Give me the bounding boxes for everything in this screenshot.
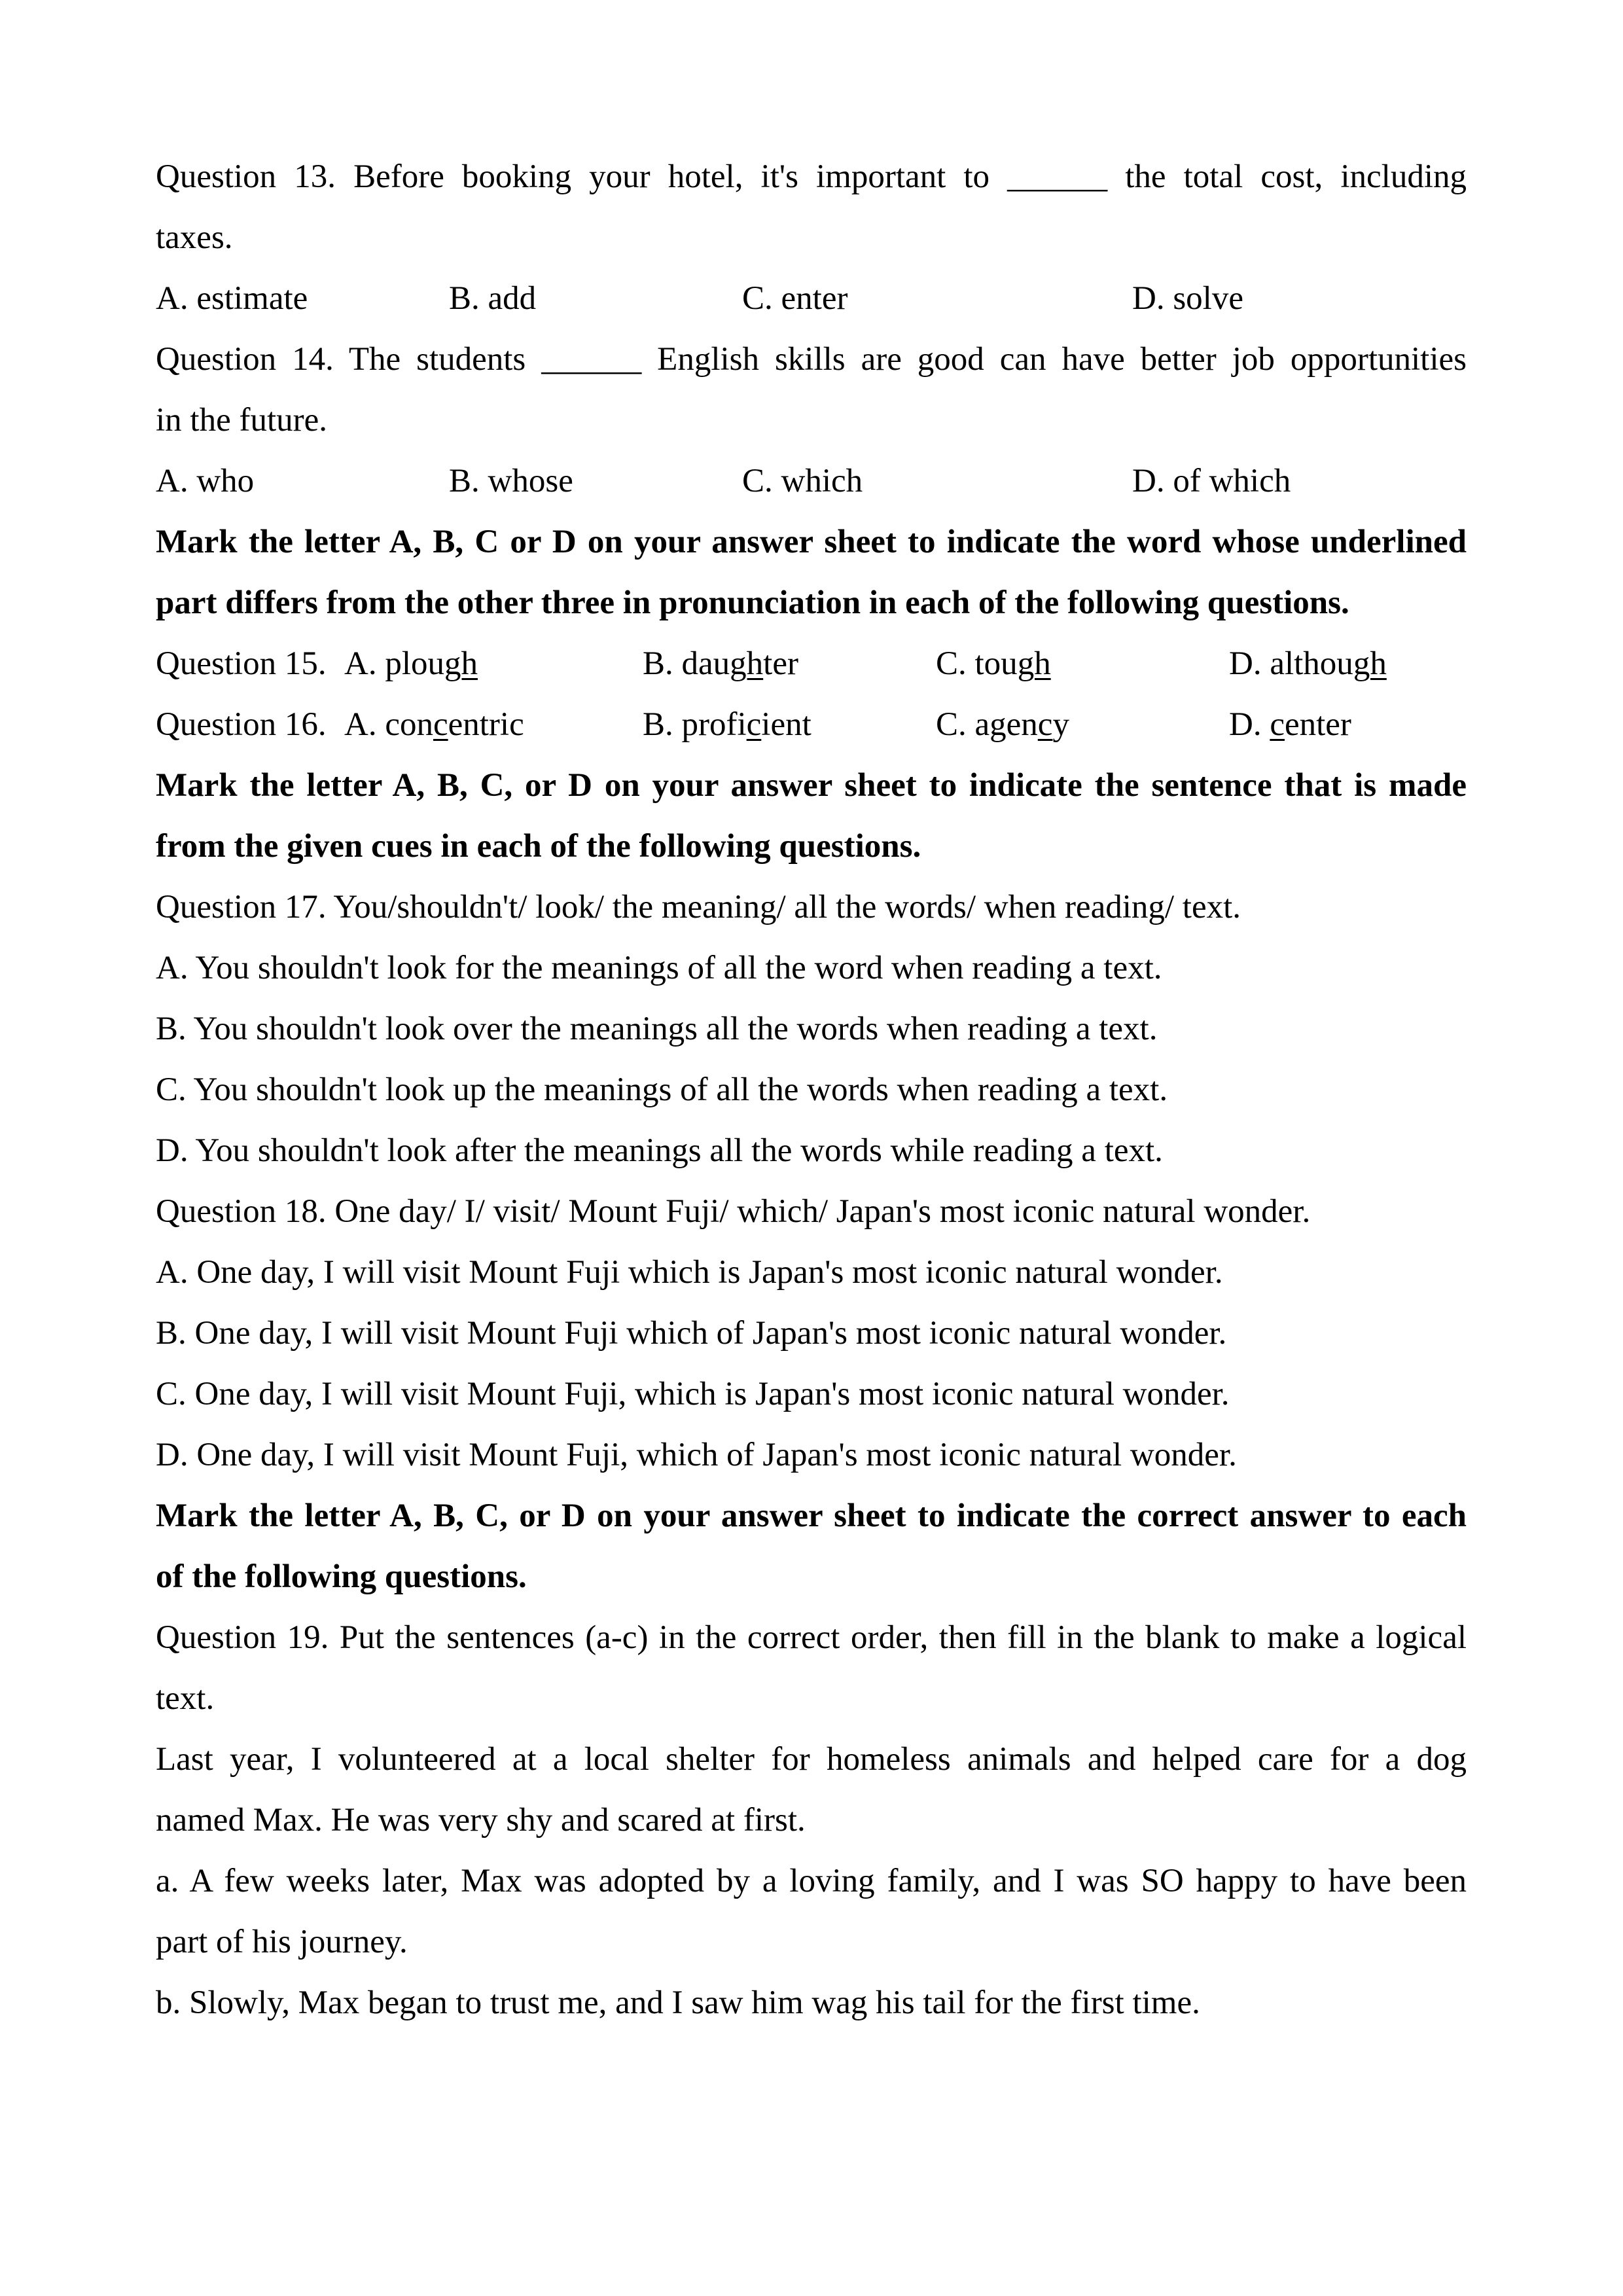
q19-intro-line1: Last year, I volunteered at a local shelter for homeless animals and helped care for a dog xyxy=(156,1741,1467,1778)
q18-stem: Question 18. One day/ I/ visit/ Mount Fuji/ which/ Japan's most iconic natural wonder. xyxy=(156,1193,1311,1230)
q19-intro-line2: named Max. He was very shy and scared at first. xyxy=(156,1802,806,1839)
underlined-letters: gh xyxy=(444,645,478,682)
q14-option-a: A. who xyxy=(156,463,255,499)
q13-option-c: C. enter xyxy=(742,280,848,317)
underlined-letters: gh xyxy=(730,645,764,682)
underlined-letters: c xyxy=(1270,706,1285,743)
q16-label: Question 16. xyxy=(156,706,327,743)
q14-stem-line1: Question 14. The students ______ English skills are good can have better job opportunities xyxy=(156,341,1467,378)
q19-sentence-a-line1: a. A few weeks later, Max was adopted by a loving family, and I was SO happy to have been xyxy=(156,1863,1467,1899)
q14-stem-line2: in the future. xyxy=(156,402,327,439)
q13-option-b: B. add xyxy=(449,280,537,317)
q15-label: Question 15. xyxy=(156,645,327,682)
cues-instruction-line1: Mark the letter A, B, C, or D on your answer sheet to indicate the sentence that is made xyxy=(156,767,1467,804)
q17-option-c: C. You shouldn't look up the meanings of all the words when reading a text. xyxy=(156,1071,1168,1108)
q19-stem-line1: Question 19. Put the sentences (a-c) in the correct order, then fill in the blank to make a logical xyxy=(156,1619,1467,1656)
q15-option-d: D. although xyxy=(1229,645,1387,682)
q15-option-a: A. plough xyxy=(344,645,478,682)
q17-option-d: D. You shouldn't look after the meanings all the words while reading a text. xyxy=(156,1132,1163,1169)
answer-instruction-line1: Mark the letter A, B, C, or D on your answer sheet to indicate the correct answer to each xyxy=(156,1498,1467,1534)
q13-stem-line2: taxes. xyxy=(156,219,233,256)
q19-stem-line2: text. xyxy=(156,1680,215,1717)
answer-instruction-line2: of the following questions. xyxy=(156,1558,527,1595)
q14-option-b: B. whose xyxy=(449,463,573,499)
q17-stem: Question 17. You/shouldn't/ look/ the meaning/ all the words/ when reading/ text. xyxy=(156,889,1241,925)
q16-option-c: C. agency xyxy=(936,706,1069,743)
pronunciation-instruction-line2: part differs from the other three in pronunciation in each of the following questions. xyxy=(156,584,1349,621)
q15-option-b: B. daughter xyxy=(643,645,798,682)
q19-sentence-a-line2: part of his journey. xyxy=(156,1924,408,1960)
q16-option-d: D. center xyxy=(1229,706,1351,743)
q13-option-a: A. estimate xyxy=(156,280,308,317)
underlined-letters: gh xyxy=(1353,645,1387,682)
underlined-letters: gh xyxy=(1017,645,1051,682)
q16-option-a: A. concentric xyxy=(344,706,524,743)
q18-option-a: A. One day, I will visit Mount Fuji which is Japan's most iconic natural wonder. xyxy=(156,1254,1223,1291)
q14-option-c: C. which xyxy=(742,463,863,499)
q18-option-d: D. One day, I will visit Mount Fuji, which of Japan's most iconic natural wonder. xyxy=(156,1437,1237,1473)
cues-instruction-line2: from the given cues in each of the following questions. xyxy=(156,828,921,865)
q14-option-d: D. of which xyxy=(1132,463,1291,499)
q13-option-d: D. solve xyxy=(1132,280,1243,317)
q18-option-c: C. One day, I will visit Mount Fuji, which is Japan's most iconic natural wonder. xyxy=(156,1376,1230,1412)
underlined-letters: c xyxy=(746,706,762,743)
q17-option-b: B. You shouldn't look over the meanings all the words when reading a text. xyxy=(156,1011,1158,1047)
q19-sentence-b: b. Slowly, Max began to trust me, and I saw him wag his tail for the first time. xyxy=(156,1984,1200,2021)
underlined-letters: c xyxy=(433,706,448,743)
q17-option-a: A. You shouldn't look for the meanings of all the word when reading a text. xyxy=(156,950,1162,986)
underlined-letters: c xyxy=(1037,706,1053,743)
pronunciation-instruction-line1: Mark the letter A, B, C or D on your answer sheet to indicate the word whose underlined xyxy=(156,524,1467,560)
q15-option-c: C. tough xyxy=(936,645,1051,682)
q16-option-b: B. proficient xyxy=(643,706,812,743)
q18-option-b: B. One day, I will visit Mount Fuji which of Japan's most iconic natural wonder. xyxy=(156,1315,1227,1352)
q13-stem-line1: Question 13. Before booking your hotel, it's important to ______ the total cost, including xyxy=(156,158,1467,195)
